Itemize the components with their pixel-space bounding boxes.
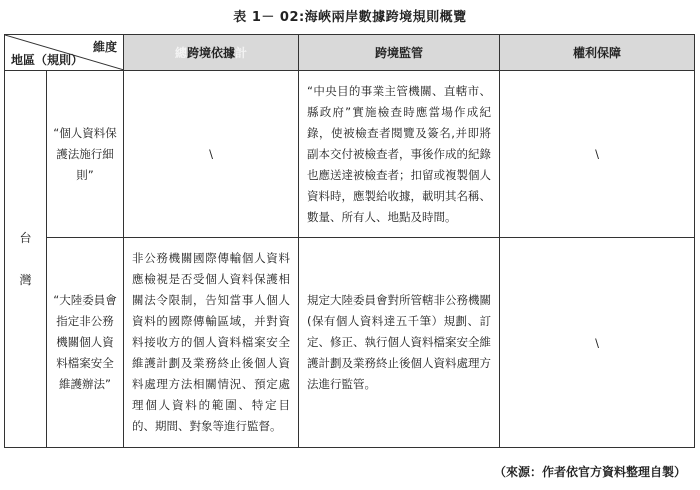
basis-cell: \ <box>124 71 299 238</box>
source-note: （來源：作者依官方資料整理自製） <box>493 465 686 479</box>
corner-header-cell <box>5 35 124 71</box>
header-faded-left: 總 <box>174 46 187 60</box>
rights-cell: \ <box>500 71 695 238</box>
table-row <box>5 238 695 448</box>
header-faded-right: 計 <box>235 46 248 60</box>
column-header-rights: 權利保障 <box>500 35 695 71</box>
law-name-cell: “大陸委員會指定非公務機關個人資料檔案安全維護辦法” <box>47 238 124 448</box>
region-rule-label: 地區（規則） <box>11 53 84 67</box>
dimension-label: 維度 <box>92 40 117 54</box>
table-caption: 表 1－ 02:海峽兩岸數據跨境規則概覽 <box>233 10 467 25</box>
law-name-cell: “個人資料保護法施行細則” <box>47 71 124 238</box>
region-char-1: 台 <box>19 231 32 245</box>
supervision-cell: 規定大陸委員會對所管轄非公務機關(保有個人資料達五千筆）規劃、訂定、修正、執行個人資料檔案安全維護計劃及業務終止後個人資料處理方法進行監管。 <box>299 238 500 448</box>
supervision-cell: “中央目的事業主管機關、直轄市、縣政府”實施檢查時應當場作成紀錄，使被檢查者閱覽及簽名,并即將副本交付被檢查者，事後作成的紀錄也應送達被檢查者；扣留或複製個人資料時，應製給收據，載明其名稱、數量、所有人、地點及時間。 <box>299 71 500 238</box>
data-table <box>4 34 695 448</box>
table-row <box>5 71 695 238</box>
column-header-basis-label: 跨境依據 <box>186 46 235 60</box>
region-char-2: 灣 <box>19 273 32 287</box>
column-header-basis <box>124 35 299 71</box>
rights-cell: \ <box>500 238 695 448</box>
header-row <box>5 35 695 71</box>
column-header-supervision: 跨境監管 <box>299 35 500 71</box>
basis-cell: 非公務機關國際傳輸個人資料應檢視是否受個人資料保護相關法令限制，告知當事人個人資料的國際傳輸區域，并對資料接收方的個人資料檔案安全維護計劃及業務終止後個人資料處理方法相關情況、預定處理個人資料的範圍、特定目的、期間、對象等進行監督。 <box>124 238 299 448</box>
region-cell <box>5 71 47 448</box>
